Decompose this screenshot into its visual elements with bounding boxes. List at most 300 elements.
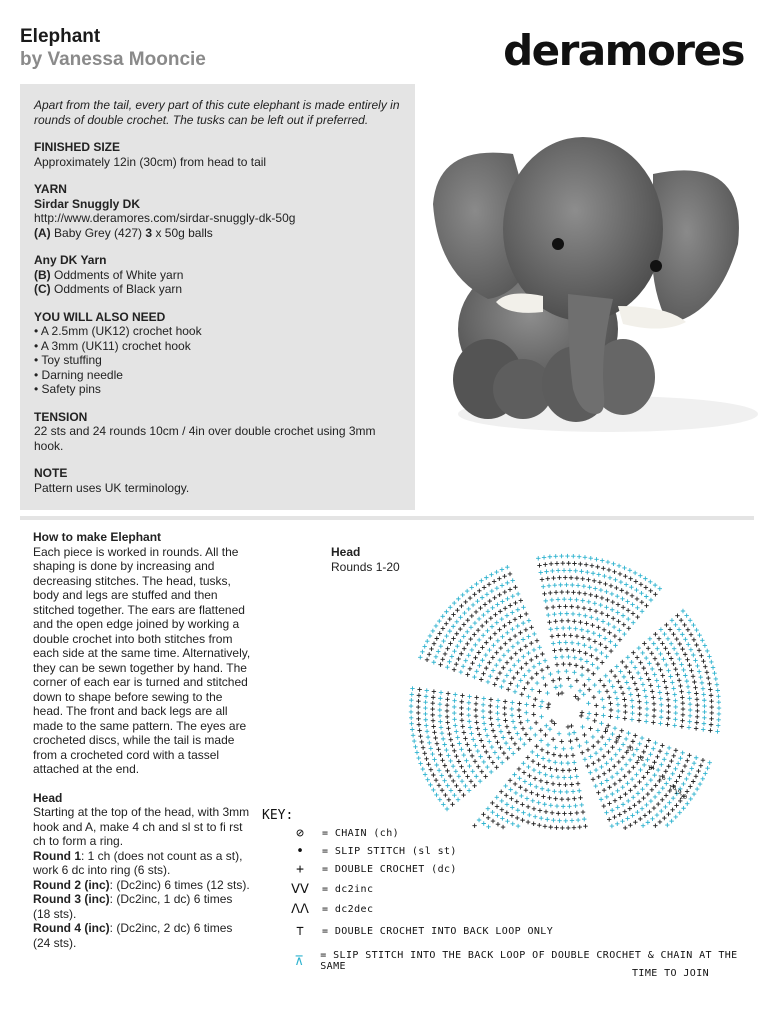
stitch-mark [695,715,699,719]
key-text: TIME TO JOIN [632,968,710,979]
stitch-mark [691,653,695,657]
stitch-mark [712,671,716,675]
stitch-mark [635,687,639,691]
stitch-mark [669,641,673,645]
stitch-mark [651,720,655,724]
stitch-mark [553,745,557,749]
stitch-mark [587,687,591,691]
stitch-mark [664,769,668,773]
stitch-mark [669,759,673,763]
stitch-mark [483,774,487,778]
stitch-mark [446,691,450,695]
stitch-mark [496,698,500,702]
stitch-mark [550,569,554,573]
stitch-mark [604,761,608,765]
stitch-mark [642,763,646,767]
stitch-mark [564,583,568,587]
stitch-mark [459,604,463,608]
stitch-mark [474,582,478,586]
stitch-mark [686,642,690,646]
stitch-mark [416,756,420,760]
yarn-c-line [34,282,401,297]
stitch-mark [631,650,635,654]
stitch-mark [556,597,560,601]
stitch-mark [532,712,536,716]
stitch-mark [661,786,665,790]
stitch-mark [437,783,441,787]
chart-key [262,808,752,1008]
stitch-mark [648,637,652,641]
stitch-mark [688,784,692,788]
stitch-mark [493,612,497,616]
stitch-mark [621,742,625,746]
stitch-mark [540,787,544,791]
stitch-mark [426,762,430,766]
stitch-mark [575,737,579,741]
yarn-url[interactable]: http://www.deramores.com/sirdar-snuggly-dk-50g [34,211,296,225]
stitch-mark [481,633,485,637]
stitch-mark [679,618,683,622]
stitch-mark [626,655,630,659]
stitch-mark [671,632,675,636]
list-item: • Safety pins [34,382,101,396]
stitch-mark [475,669,479,673]
stitch-mark [514,652,518,656]
stitch-mark [717,712,721,716]
stitch-mark [461,724,465,728]
stitch-mark [461,793,465,797]
stitch-mark [509,796,513,800]
stitch-mark [689,633,693,637]
stitch-mark [602,628,606,632]
stitch-mark [472,592,476,596]
round-number-label: 12 [636,755,645,763]
stitch-mark [581,577,585,581]
stitch-mark [622,697,626,701]
stitch-mark [484,666,488,670]
stitch-mark [571,648,575,652]
chart-wedge [418,565,561,706]
stitch-mark [628,788,632,792]
stitch-mark [715,729,719,733]
stitch-mark [452,705,456,709]
stitch-mark [684,777,688,781]
stitch-mark [705,766,709,770]
stitch-mark [524,711,528,715]
stitch-mark [640,600,644,604]
stitch-mark [541,585,545,589]
stitch-mark [491,655,495,659]
stitch-mark [430,752,434,756]
stitch-mark [587,677,591,681]
stitch-mark [644,656,648,660]
stitch-mark [573,694,577,698]
stitch-mark [445,665,449,669]
stitch-mark [438,753,442,757]
stitch-mark [525,796,529,800]
stitch-mark [590,662,594,666]
stitch-mark [601,713,605,717]
stitch-mark [552,648,556,652]
round-row [33,921,253,950]
stitch-mark [597,633,601,637]
stitch-mark [505,724,509,728]
stitch-mark [685,789,689,793]
stitch-mark [610,592,614,596]
stitch-mark [503,590,507,594]
stitch-mark [637,718,641,722]
stitch-mark [454,754,458,758]
stitch-mark [644,701,648,705]
stitch-mark [511,594,515,598]
stitch-mark [455,644,459,648]
stitch-mark [708,728,712,732]
stitch-mark [464,758,468,762]
stitch-mark [576,605,580,609]
stitch-mark [470,661,474,665]
stitch-mark [715,683,719,687]
stitch-mark [496,756,500,760]
stitch-mark [543,773,547,777]
stitch-mark [596,625,600,629]
stitch-mark [459,706,463,710]
stitch-mark [559,554,563,558]
pattern-info-box [20,84,415,510]
stitch-mark [695,703,699,707]
stitch-mark [610,775,614,779]
stitch-mark [586,716,590,720]
stitch-mark [570,641,574,645]
stitch-mark [509,656,513,660]
yarn-a-unit: x 50g balls [155,225,213,240]
head-heading: Head [33,790,63,805]
stitch-mark [607,768,611,772]
stitch-mark [547,584,551,588]
stitch-mark [522,686,526,690]
stitch-mark [508,603,512,607]
stitch-mark [451,624,455,628]
stitch-mark [518,737,522,741]
stitch-mark [658,652,662,656]
key-text: = dc2dec [322,904,374,915]
stitch-mark [420,740,424,744]
stitch-mark [564,669,568,673]
stitch-mark [594,648,598,652]
stitch-mark [447,660,451,664]
stitch-mark [672,646,676,650]
stitch-mark [500,617,504,621]
stitch-mark [416,705,420,709]
stitch-mark [480,658,484,662]
stitch-mark [662,757,666,761]
stitch-mark [425,688,429,692]
stitch-mark [690,766,694,770]
stitch-mark [570,604,574,608]
tension-text: 22 sts and 24 rounds 10cm / 4in over double crochet using 3mm hook. [34,424,376,453]
stitch-mark [566,619,570,623]
stitch-mark [687,725,691,729]
stitch-mark [488,636,492,640]
stitch-mark [637,780,641,784]
stitch-mark [582,584,586,588]
stitch-mark [626,617,630,621]
stitch-mark [554,655,558,659]
stitch-mark [600,735,604,739]
stitch-mark [692,680,696,684]
stitch-mark [444,748,448,752]
stitch-mark [519,666,523,670]
stitch-mark [535,753,539,757]
stitch-mark [526,755,530,759]
stitch-mark [445,720,449,724]
stitch-mark [551,737,555,741]
stitch-mark [670,772,674,776]
stitch-mark [548,672,552,676]
stitch-mark [584,740,588,744]
stitch-mark [465,774,469,778]
stitch-mark [610,684,614,688]
stitch-mark [488,710,492,714]
stitch-mark [572,561,576,565]
stitch-mark [681,782,685,786]
stitch-mark [635,597,639,601]
stitch-mark [687,772,691,776]
stitch-mark [431,695,435,699]
stitch-mark [595,657,599,661]
stitch-mark [556,568,560,572]
stitch-mark [635,655,639,659]
stitch-mark [553,760,557,764]
stitch-mark [582,606,586,610]
stitch-mark [649,683,653,687]
stitch-mark [639,676,643,680]
stitch-mark [681,668,685,672]
stitch-mark [674,779,678,783]
round-row [33,892,253,921]
stitch-mark [674,705,678,709]
stitch-mark [607,737,611,741]
stitch-mark [644,594,648,598]
stitch-mark [508,668,512,672]
stitch-mark [493,734,497,738]
stitch-mark [535,793,539,797]
stitch-mark [638,661,642,665]
stitch-mark [540,699,544,703]
stitch-mark [674,748,678,752]
stitch-mark [602,705,606,709]
stitch-mark [614,586,618,590]
stitch-mark [577,554,581,558]
stitch-mark [484,620,488,624]
stitch-mark [518,785,522,789]
stitch-mark [434,655,438,659]
stitch-mark [527,669,531,673]
stitch-mark [429,768,433,772]
stitch-mark [513,634,517,638]
stitch-mark [624,737,628,741]
stitch-mark [620,660,624,664]
stitch-mark [526,695,530,699]
stitch-mark [495,740,499,744]
stitch-mark [517,701,521,705]
stitch-mark [630,777,634,781]
stitch-mark [653,741,657,745]
stitch-mark [444,610,448,614]
stitch-mark [467,713,471,717]
stitch-mark [615,610,619,614]
stitch-mark [512,676,516,680]
stitch-mark [468,637,472,641]
stitch-mark [540,577,544,581]
stitch-mark [529,641,533,645]
stitch-mark [658,721,662,725]
stitch-mark [613,578,617,582]
stitch-mark [579,569,583,573]
stitch-mark [494,765,498,769]
stitch-mark [508,572,512,576]
stitch-mark [522,673,526,677]
stitch-mark [469,731,473,735]
stitch-mark [561,662,565,666]
stitch-mark [485,629,489,633]
stitch-mark [568,597,572,601]
elephant-illustration [418,84,758,510]
stitch-mark [581,692,585,696]
stitch-mark [569,684,573,688]
stitch-mark [665,751,669,755]
stitch-mark [493,632,497,636]
stitch-mark [556,775,560,779]
stitch-mark [460,718,464,722]
stitch-mark [472,632,476,636]
stitch-mark [692,792,696,796]
stitch-mark [482,760,486,764]
stitch-mark [460,779,464,783]
stitch-mark [519,598,523,602]
stitch-mark [494,663,498,667]
key-row [278,844,457,859]
stitch-mark [441,802,445,806]
stitch-mark [516,608,520,612]
stitch-mark [409,721,413,725]
yarn-name: Sirdar Snuggly DK [34,196,141,211]
stitch-mark [576,781,580,785]
stitch-mark [574,569,578,573]
stitch-mark [716,694,720,698]
stitch-mark [417,693,421,697]
stitch-mark [557,782,561,786]
stitch-mark [432,689,436,693]
stitch-mark [502,679,506,683]
stitch-mark [671,686,675,690]
stitch-mark [612,625,616,629]
stitch-mark [566,561,570,565]
stitch-mark [443,763,447,767]
stitch-mark [430,713,434,717]
stitch-mark [539,738,543,742]
stitch-mark [658,586,662,590]
stitch-mark [700,681,704,685]
stitch-mark [591,571,595,575]
stitch-mark [470,754,474,758]
stitch-mark [694,643,698,647]
stitch-mark [583,555,587,559]
stitch-mark [507,730,511,734]
key-text: = CHAIN (ch) [322,828,400,839]
stitch-mark [462,647,466,651]
stitch-mark [500,634,504,638]
stitch-mark [656,768,660,772]
stitch-mark [598,642,602,646]
stitch-mark [452,601,456,605]
stitch-mark [594,609,598,613]
stitch-mark [438,714,442,718]
stitch-mark [431,788,435,792]
stitch-mark [623,716,627,720]
stitch-mark [631,611,635,615]
stitch-mark [520,802,524,806]
stitch-mark [543,802,547,806]
stitch-mark [476,749,480,753]
stitch-mark [539,779,543,783]
stitch-mark [488,704,492,708]
stitch-mark [621,785,625,789]
stitch-mark [588,754,592,758]
stitch-mark [493,750,497,754]
stitch-mark [652,708,656,712]
stitch-mark [685,658,689,662]
stitch-mark [505,802,509,806]
stitch-mark [621,613,625,617]
stitch-mark [457,741,461,745]
stitch-mark [683,673,687,677]
key-text: = DOUBLE CROCHET INTO BACK LOOP ONLY [322,926,554,937]
stitch-mark [530,750,534,754]
stitch-mark [618,669,622,673]
stitch-mark [666,716,670,720]
stitch-mark [711,665,715,669]
stitch-mark [546,705,550,709]
stitch-mark [544,723,548,727]
stitch-mark [524,702,528,706]
stitch-mark [548,591,552,595]
stitch-mark [680,632,684,636]
stitch-mark [612,764,616,768]
stitch-mark [652,702,656,706]
stitch-mark [576,642,580,646]
stitch-mark [545,780,549,784]
stitch-mark [536,762,540,766]
stitch-mark [666,710,670,714]
stitch-mark [633,784,637,788]
stitch-mark [570,746,574,750]
stitch-mark [627,626,631,630]
stitch-mark [478,606,482,610]
stitch-mark [474,610,478,614]
stitch-mark [638,768,642,772]
stitch-mark [501,735,505,739]
stitch-mark [440,788,444,792]
key-row [278,826,399,841]
stitch-mark [604,645,608,649]
stitch-mark [522,770,526,774]
stitch-mark [536,556,540,560]
stitch-mark [410,727,414,731]
stitch-mark [580,803,584,807]
stitch-mark [658,668,662,672]
stitch-mark [459,712,463,716]
stitch-mark [436,649,440,653]
